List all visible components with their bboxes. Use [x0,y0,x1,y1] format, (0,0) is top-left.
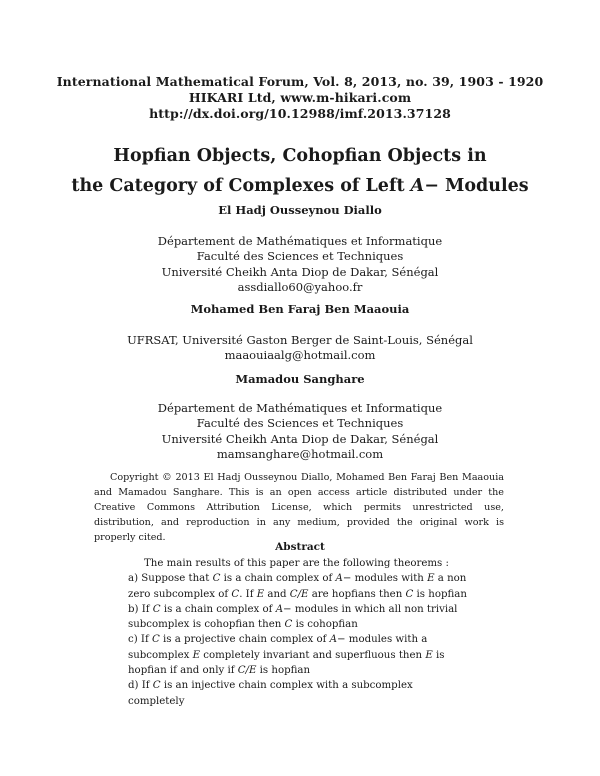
author-3-email[interactable]: mamsanghare@hotmail.com [216,446,384,461]
publisher-line: HIKARI Ltd, www.m-hikari.com [188,90,412,105]
title-line-2 [0,171,600,201]
title-math-a: A [410,176,425,196]
author-1-affiliation [0,234,600,295]
abstract-intro: The main results of this paper are the following theorems : [144,558,449,569]
author-2-email[interactable]: maaouiaalg@hotmail.com [224,348,376,363]
affiliation-line: Université Cheikh Anta Diop de Dakar, Sénégal [161,264,439,279]
affiliation-line: Faculté des Sciences et Techniques [196,416,404,431]
journal-header [0,74,600,122]
title-line-2-suffix: − Modules [424,176,529,196]
author-3-affiliation [0,401,600,462]
affiliation-line: Département de Mathématiques et Informatique [157,401,443,415]
author-2-name: Mohamed Ben Faraj Ben Maaouia [190,302,410,316]
affiliation-line: Université Cheikh Anta Diop de Dakar, Sénégal [161,431,439,446]
doi-link[interactable]: http://dx.doi.org/10.12988/imf.2013.37128 [149,106,451,121]
paper-title [0,141,600,201]
journal-citation: International Mathematical Forum, Vol. 8, 2013, no. 39, 1903 - 1920 [56,74,544,89]
theorem-a: a) Suppose that C is a chain complex of A− modules with E a non zero subcomplex of C. If E and C/E are hopfians then C is hopfian [128,573,467,600]
affiliation-line: UFRSAT, Université Gaston Berger de Saint-Louis, Sénégal [127,333,473,347]
affiliation-line: Département de Mathématiques et Informatique [157,234,443,248]
theorem-c: c) If C is a projective chain complex of A− modules with a subcomplex E completely invariant and superfluous then E is hopfian if and only if C/E is hopfian [128,634,445,677]
theorem-b: b) If C is a chain complex of A− modules in which all non trivial subcomplex is cohopfian then C is cohopfian [128,603,458,631]
author-1-email[interactable]: assdiallo60@yahoo.fr [237,279,363,294]
title-line-1: Hopfian Objects, Cohopfian Objects in [113,146,487,166]
affiliation-line: Faculté des Sciences et Techniques [196,249,404,264]
copyright-text: Copyright © 2013 El Hadj Ousseynou Diallo, Mohamed Ben Faraj Ben Maaouia and Mamadou Sanghare. This is an open access article distributed under the Creative Commons Attribution License, which permits unrestricted use, distribution, and reproduction in any medium, provided the original work is properly cited. [94,472,504,543]
theorem-d: d) If C is an injective chain complex with a subcomplex completely [128,680,413,707]
author-2-affiliation [0,333,600,364]
author-3-name: Mamadou Sanghare [235,372,365,386]
title-line-2-prefix: the Category of Complexes of Left [71,176,411,196]
author-1-name: El Hadj Ousseynou Diallo [218,203,382,217]
copyright-notice [94,470,504,545]
abstract-body [128,556,471,709]
abstract-heading: Abstract [275,541,325,553]
